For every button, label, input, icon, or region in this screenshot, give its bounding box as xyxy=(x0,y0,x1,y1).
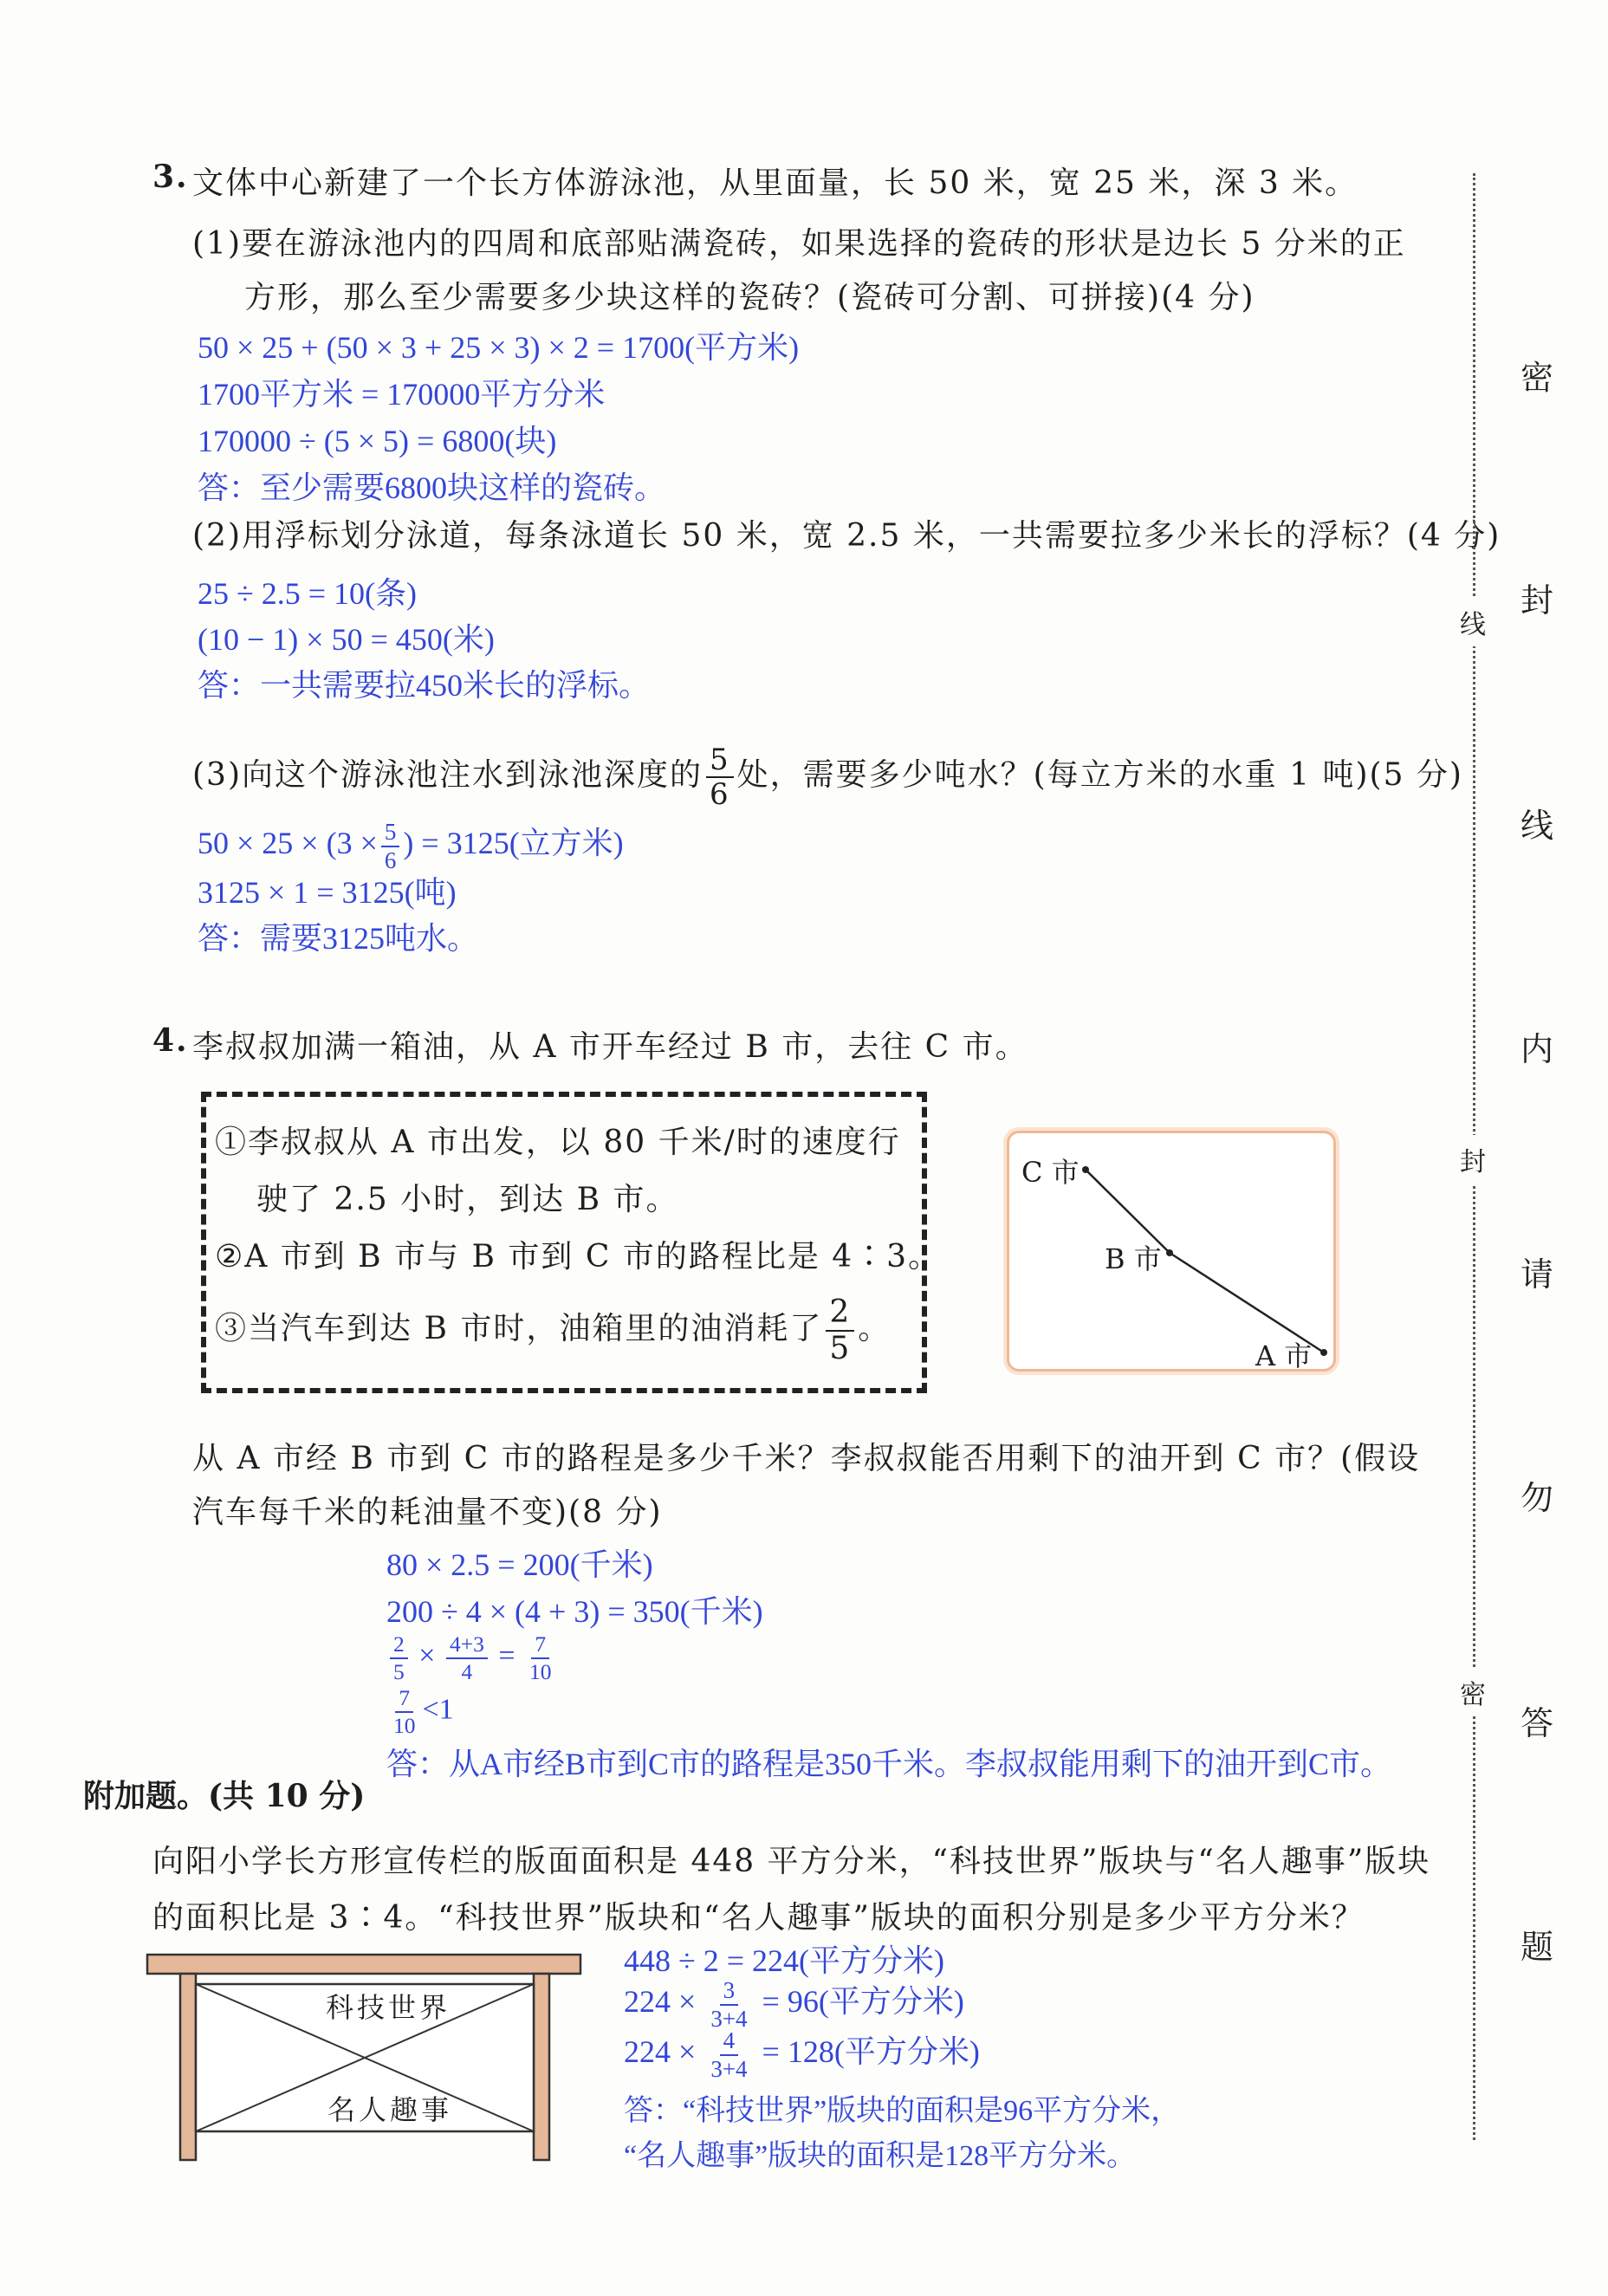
map-label-b: B 市 xyxy=(1105,1242,1162,1275)
fraction-denominator: 4 xyxy=(461,1658,473,1684)
side-char-7: 答 xyxy=(1520,1704,1554,1742)
bonus-stem-line2: 的面积比是 3∶4。“科技世界”版块和“名人趣事”版块的面积分别是多少平方分米？ xyxy=(152,1900,1365,1936)
bulletin-board-drawing xyxy=(146,1949,587,2166)
board-label-bottom: 名人趣事 xyxy=(327,2093,453,2126)
fraction xyxy=(707,1976,750,2032)
fraction-denominator: 10 xyxy=(529,1658,552,1684)
bonus-title: 附加题。(共 10 分) xyxy=(83,1778,366,1814)
condition-3-text: ③当汽车到达 B 市时，油箱里的油消耗了 xyxy=(215,1311,823,1346)
q3-part1-line2: 方形，那么至少需要多少块这样的瓷砖？(瓷砖可分割、可拼接)(4 分) xyxy=(244,280,1255,315)
map-label-c: C 市 xyxy=(1021,1156,1080,1189)
q3-stem: 文体中心新建了一个长方体游泳池，从里面量，长 50 米，宽 25 米，深 3 米。 xyxy=(192,165,1358,201)
fraction-numerator: 4 xyxy=(720,2029,739,2056)
fraction-5-6 xyxy=(706,743,734,812)
bonus-answer-3 xyxy=(624,2027,980,2081)
route-map xyxy=(1007,1131,1336,1372)
q4-question-line1: 从 A 市经 B 市到 C 市的路程是多少千米？李叔叔能否用剩下的油开到 C 市？(假设 xyxy=(192,1441,1421,1476)
q3-part3 xyxy=(192,743,1463,812)
q3-part2: (2)用浮标划分泳道，每条泳道长 50 米，宽 2.5 米，一共需要拉多少米长的浮标？(4 分) xyxy=(192,518,1501,554)
less-than-one: <1 xyxy=(422,1693,454,1726)
q3-part3-post: 处，需要多少吨水？(每立方米的水重 1 吨)(5 分) xyxy=(736,757,1463,793)
q4-answer-1: 80 × 2.5 = 200(千米) xyxy=(386,1547,653,1582)
condition-1-line1: ①李叔叔从 A 市出发，以 80 千米/时的速度行 xyxy=(215,1125,901,1160)
fraction-numerator: 7 xyxy=(531,1633,549,1659)
fraction-denominator: 5 xyxy=(393,1658,405,1684)
q3-part1-answer-3: 170000 ÷ (5 × 5) = 6800(块) xyxy=(198,424,557,458)
fraction-numerator: 5 xyxy=(381,820,400,847)
q3-part1-answer-4: 答：至少需要6800块这样的瓷砖。 xyxy=(198,470,666,505)
times-sign: × xyxy=(418,1639,436,1672)
fraction-numerator: 5 xyxy=(706,745,734,778)
q4-number: 4. xyxy=(152,1022,189,1059)
answer-post: ) = 3125(立方米) xyxy=(403,826,624,860)
condition-2: ②A 市到 B 市与 B 市到 C 市的路程比是 4∶3。 xyxy=(215,1239,942,1274)
fraction-numerator: 2 xyxy=(826,1297,854,1332)
condition-1-line2: 驶了 2.5 小时，到达 B 市。 xyxy=(256,1182,679,1217)
bulletin-board xyxy=(146,1949,587,2166)
q3-part2-answer-1: 25 ÷ 2.5 = 10(条) xyxy=(198,576,418,611)
fraction xyxy=(390,1633,408,1683)
q3-part2-answer-2: (10 − 1) × 50 = 450(米) xyxy=(198,622,495,657)
side-char-1: 密 xyxy=(1520,359,1554,397)
answer-pre: 224 × xyxy=(624,1984,697,2019)
answer-post: = 128(平方分米) xyxy=(762,2034,980,2069)
answer-pre: 50 × 25 × (3 × xyxy=(198,826,378,860)
side-char-5: 请 xyxy=(1520,1255,1554,1294)
side-char-2: 封 xyxy=(1520,581,1554,619)
fraction xyxy=(446,1633,488,1683)
condition-3-end: 。 xyxy=(858,1311,892,1346)
bonus-stem-line1: 向阳小学长方形宣传栏的版面面积是 448 平方分米，“科技世界”版块与“名人趣事”版块 xyxy=(152,1844,1431,1879)
q4-answer-5: 答：从A市经B市到C市的路程是350千米。李叔叔能用剩下的油开到C市。 xyxy=(386,1747,1392,1781)
fraction xyxy=(390,1687,419,1736)
fraction-denominator: 6 xyxy=(710,777,730,812)
q4-answer-2: 200 ÷ 4 × (4 + 3) = 350(千米) xyxy=(386,1594,763,1629)
fraction-2-5 xyxy=(826,1294,854,1366)
side-char-8: 题 xyxy=(1520,1928,1554,1966)
q4-question-line2: 汽车每千米的耗油量不变)(8 分) xyxy=(192,1495,663,1530)
fraction-denominator: 3+4 xyxy=(710,2005,748,2032)
fraction-numerator: 2 xyxy=(390,1633,408,1659)
fraction-numerator: 3 xyxy=(720,1979,739,2006)
q3-part3-answer-1 xyxy=(198,819,624,872)
side-char-4: 内 xyxy=(1520,1030,1554,1068)
fraction-denominator: 10 xyxy=(393,1712,416,1738)
equals-sign: = xyxy=(498,1639,515,1672)
map-label-a: A 市 xyxy=(1255,1339,1313,1372)
fraction xyxy=(526,1633,555,1683)
bonus-answer-2 xyxy=(624,1977,964,2031)
fraction-denominator: 3+4 xyxy=(710,2055,748,2082)
q3-number: 3. xyxy=(152,159,189,195)
q3-part1-line1: (1)要在游泳池内的四周和底部贴满瓷砖，如果选择的瓷砖的形状是边长 5 分米的正 xyxy=(192,226,1406,262)
bonus-answer-1: 448 ÷ 2 = 224(平方分米) xyxy=(624,1943,945,1978)
fraction-numerator: 4+3 xyxy=(446,1633,488,1659)
fraction-numerator: 7 xyxy=(395,1687,413,1713)
binding-line-label-feng: 封 xyxy=(1460,1135,1486,1184)
q3-part3-answer-3: 答：需要3125吨水。 xyxy=(198,921,479,956)
condition-3 xyxy=(215,1294,892,1366)
q3-part1-answer-1: 50 × 25 + (50 × 3 + 25 × 3) × 2 = 1700(平方米) xyxy=(198,330,800,365)
fraction-5-6 xyxy=(381,820,400,872)
q3-part3-answer-2: 3125 × 1 = 3125(吨) xyxy=(198,875,457,910)
q3-part3-pre: (3)向这个游泳池注水到泳池深度的 xyxy=(192,757,703,793)
q4-answer-3 xyxy=(386,1633,559,1683)
bonus-answer-4: 答：“科技世界”版块的面积是96平方分米， xyxy=(624,2095,1181,2127)
side-char-3: 线 xyxy=(1520,807,1554,845)
q4-answer-4 xyxy=(386,1687,454,1736)
q3-part2-answer-3: 答：一共需要拉450米长的浮标。 xyxy=(198,668,651,703)
answer-pre: 224 × xyxy=(624,2034,697,2069)
fraction-denominator: 5 xyxy=(829,1331,852,1366)
binding-line-label-mi: 密 xyxy=(1460,1668,1486,1716)
side-char-6: 勿 xyxy=(1520,1479,1554,1517)
q3-part1-answer-2: 1700平方米 = 170000平方分米 xyxy=(198,377,606,412)
binding-line-label-xian: 线 xyxy=(1460,598,1486,646)
fraction-denominator: 6 xyxy=(384,846,397,873)
fraction xyxy=(707,2029,750,2081)
bonus-answer-5: “名人趣事”版块的面积是128平方分米。 xyxy=(624,2140,1137,2172)
q4-stem: 李叔叔加满一箱油，从 A 市开车经过 B 市，去往 C 市。 xyxy=(192,1029,1028,1065)
answer-post: = 96(平方分米) xyxy=(762,1984,964,2019)
board-label-top: 科技世界 xyxy=(326,1991,451,2024)
